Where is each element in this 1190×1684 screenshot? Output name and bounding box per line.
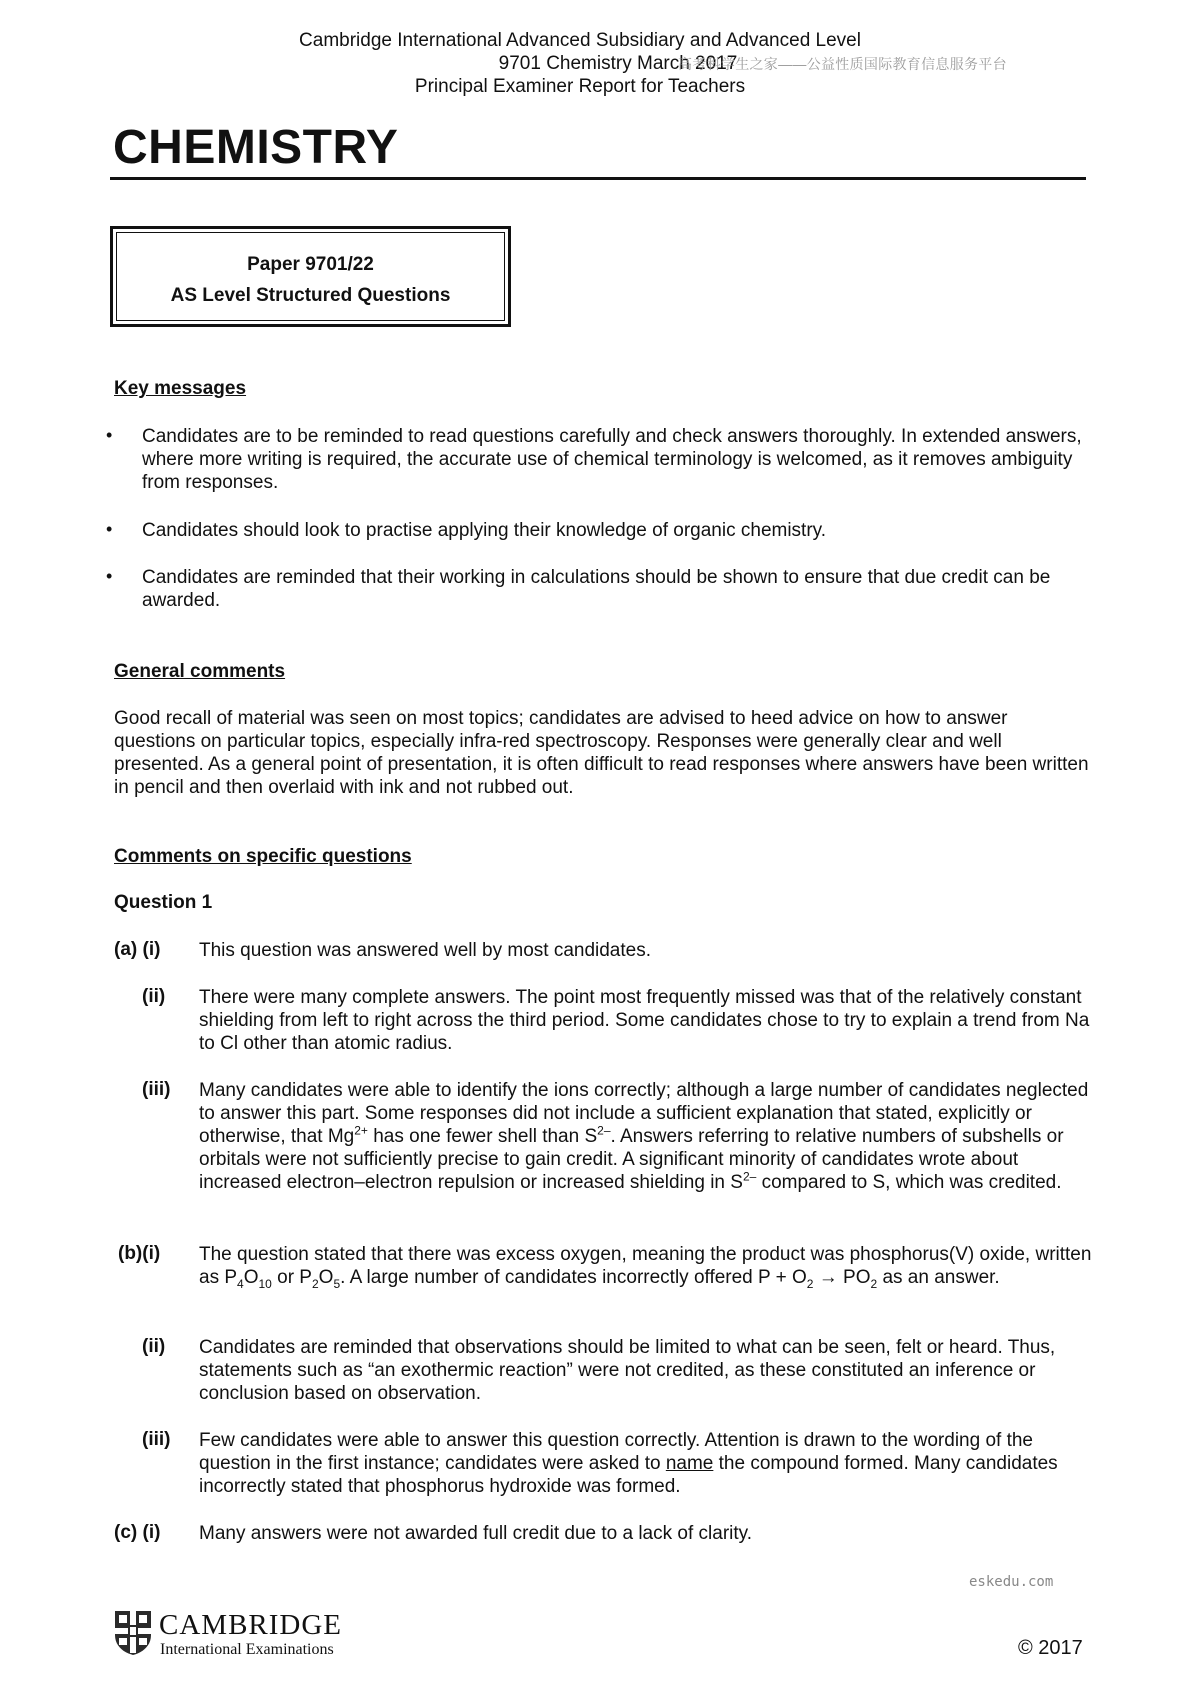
- title-rule: [110, 177, 1086, 180]
- item-text-b-ii: Candidates are reminded that observations should be limited to what can be seen, felt or heard. Thus, statements such as “an exothermic reaction” were not credited, as these constituted an inference or conclusion based on observation.: [199, 1337, 1056, 1404]
- bullet-icon: •: [106, 566, 113, 586]
- general-comments-text: Good recall of material was seen on most topics; candidates are advised to heed advice on how to answer questions on particular topics, especially infra-red spectroscopy. Responses were generally clear and well presented. As a general point of presentation, it is often difficult to read responses where answers have been written in pencil and then overlaid with ink and not rubbed out.: [114, 708, 1089, 798]
- general-comments-heading: General comments: [114, 661, 286, 682]
- logo-subtitle: International Examinations: [160, 1641, 334, 1658]
- item-label-b-ii: (ii): [142, 1336, 166, 1357]
- question-1-heading: Question 1: [114, 892, 213, 913]
- item-label-a-i: (a) (i): [114, 939, 161, 960]
- item-text-a-i: This question was answered well by most candidates.: [199, 940, 652, 961]
- key-messages-heading: Key messages: [114, 378, 247, 399]
- item-text-a-iii: Many candidates were able to identify the ions correctly; although a large number of candidates neglected to answer this part. Some responses did not include a sufficient explanation that stated, explicitly or otherwise, that $Mg^{2+}$ has one fewer shell than $S^{2-}$. Answers referring to relative numbers of subshells or orbitals were not sufficiently precise to gain credit. A significant minority of candidates wrote about increased electron–electron repulsion or increased shielding in $S^{2-}$ compared to S, which was credited.: [199, 1080, 1089, 1193]
- key-message-3: Candidates are reminded that their working in calculations should be shown to ensure that due credit can be awarded.: [142, 567, 1051, 611]
- paper-title: AS Level Structured Questions: [170, 285, 451, 306]
- key-message-1: Candidates are to be reminded to read questions carefully and check answers thoroughly. In extended answers, where more writing is required, the accurate use of chemical terminology is welcomed, as it removes ambiguity from responses.: [142, 426, 1082, 493]
- cambridge-crest-icon: [113, 1609, 153, 1655]
- copyright-notice: © 2017: [1018, 1637, 1083, 1659]
- item-text-b-iii: Few candidates were able to answer this question correctly. Attention is drawn to the wording of the question in the first instance; candidates were asked to name the compound formed. Many candidates incorrectly stated that phosphorus hydroxide was formed.: [199, 1430, 1058, 1497]
- subject-title: CHEMISTRY: [113, 121, 399, 174]
- bullet-icon: •: [106, 425, 113, 445]
- site-watermark: eskedu.com: [969, 1574, 1054, 1590]
- item-text-c-i: Many answers were not awarded full credit due to a lack of clarity.: [199, 1523, 753, 1544]
- report-header-line1: Cambridge International Advanced Subsidiary and Advanced Level: [299, 30, 861, 51]
- bullet-icon: •: [106, 519, 113, 539]
- item-label-b-iii: (iii): [142, 1429, 171, 1450]
- item-text-b-i: The question stated that there was excess oxygen, meaning the product was phosphorus(V) oxide, written as $P_4O_{10}$ or $P_2O_5$. A large number of candidates incorrectly offered $P + O_2 \to PO_2$ as an answer.: [199, 1244, 1092, 1291]
- item-label-a-ii: (ii): [142, 986, 166, 1007]
- item-label-c-i: (c) (i): [114, 1522, 161, 1543]
- paper-box: [110, 226, 511, 327]
- watermark-text: 高考科学生之家——公益性质国际教育信息服务平台: [678, 56, 1007, 72]
- item-label-b-i: (b)(i): [118, 1243, 161, 1264]
- report-header-line3: Principal Examiner Report for Teachers: [414, 76, 746, 97]
- key-message-2: Candidates should look to practise applying their knowledge of organic chemistry.: [142, 520, 827, 541]
- item-label-a-iii: (iii): [142, 1079, 171, 1100]
- report-header-line2: 9701 Chemistry March 2017: [498, 53, 738, 74]
- paper-code: Paper 9701/22: [247, 254, 374, 275]
- logo-wordmark: CAMBRIDGE: [159, 1609, 343, 1641]
- item-text-a-ii: There were many complete answers. The point most frequently missed was that of the relatively constant shielding from left to right across the third period. Some candidates chose to try to explain a trend from Na to Cl other than atomic radius.: [199, 987, 1090, 1054]
- paper-box-inner-border: [116, 232, 505, 321]
- specific-comments-heading: Comments on specific questions: [114, 846, 412, 867]
